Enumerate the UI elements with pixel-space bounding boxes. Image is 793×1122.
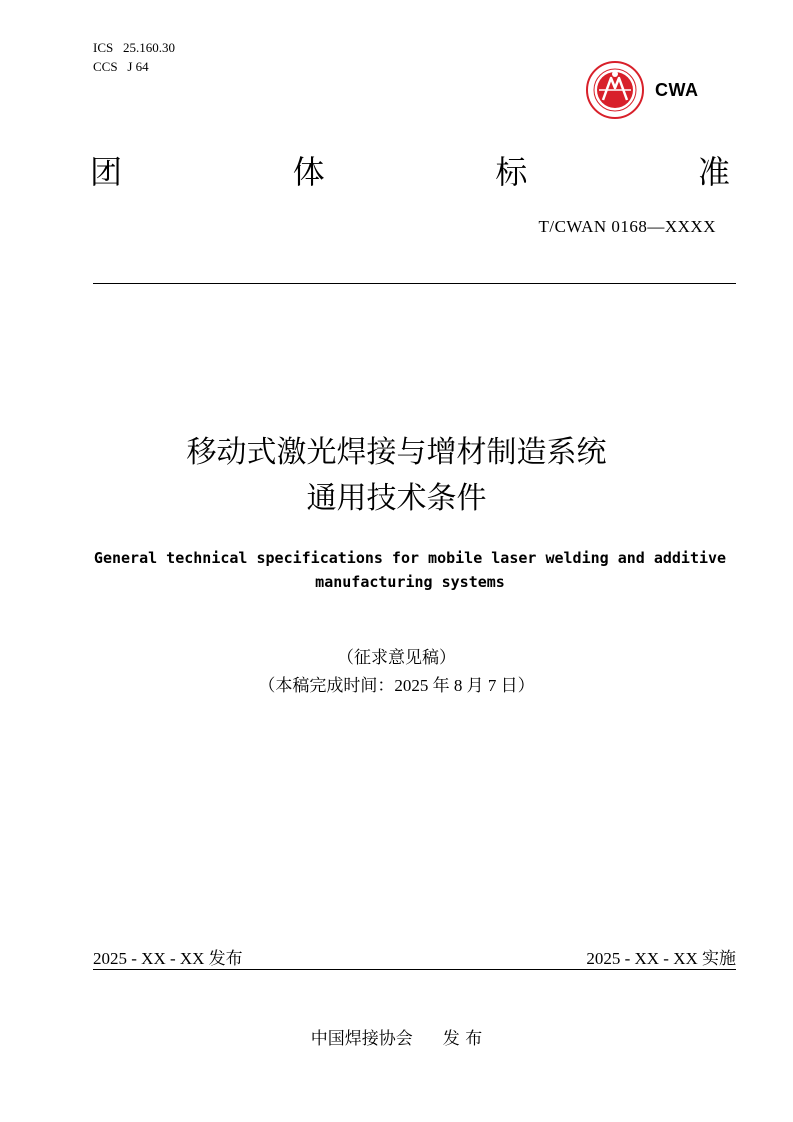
bottom-divider: [93, 969, 736, 970]
english-title: [60, 546, 760, 594]
completion-date: （本稿完成时间：2025 年 8 月 7 日）: [258, 676, 535, 695]
chinese-title: [0, 430, 793, 522]
cwa-logo-text: CWA: [655, 80, 699, 100]
english-title-line: General technical specifications for mobile laser welding and additive: [93, 549, 727, 567]
standard-type-char: 标: [495, 153, 528, 191]
classification-codes: [93, 38, 175, 76]
ccs-code: CCS J 64: [93, 59, 149, 74]
english-title-line: manufacturing systems: [315, 573, 505, 591]
ics-code: ICS 25.160.30: [93, 40, 175, 55]
chinese-title-line: 通用技术条件: [306, 481, 487, 516]
draft-info: [0, 644, 793, 700]
standard-type-char: 体: [292, 153, 325, 191]
standard-type-char: 团: [90, 153, 123, 191]
cwa-seal-icon: [585, 60, 645, 120]
top-divider: [93, 283, 736, 284]
standard-type-char: 准: [697, 153, 730, 191]
publisher-name: 中国焊接协会: [310, 1029, 413, 1049]
standard-number: T/CWAN 0168—XXXX: [538, 217, 716, 236]
publish-action: 发 布: [442, 1029, 483, 1049]
publisher-line: [0, 1024, 793, 1049]
implementation-date: 2025 - XX - XX 实施: [586, 949, 736, 968]
chinese-title-line: 移动式激光焊接与增材制造系统: [186, 435, 607, 470]
draft-status: （征求意见稿）: [337, 648, 456, 667]
issue-date: 2025 - XX - XX 发布: [93, 949, 243, 968]
standard-type: [90, 150, 730, 194]
